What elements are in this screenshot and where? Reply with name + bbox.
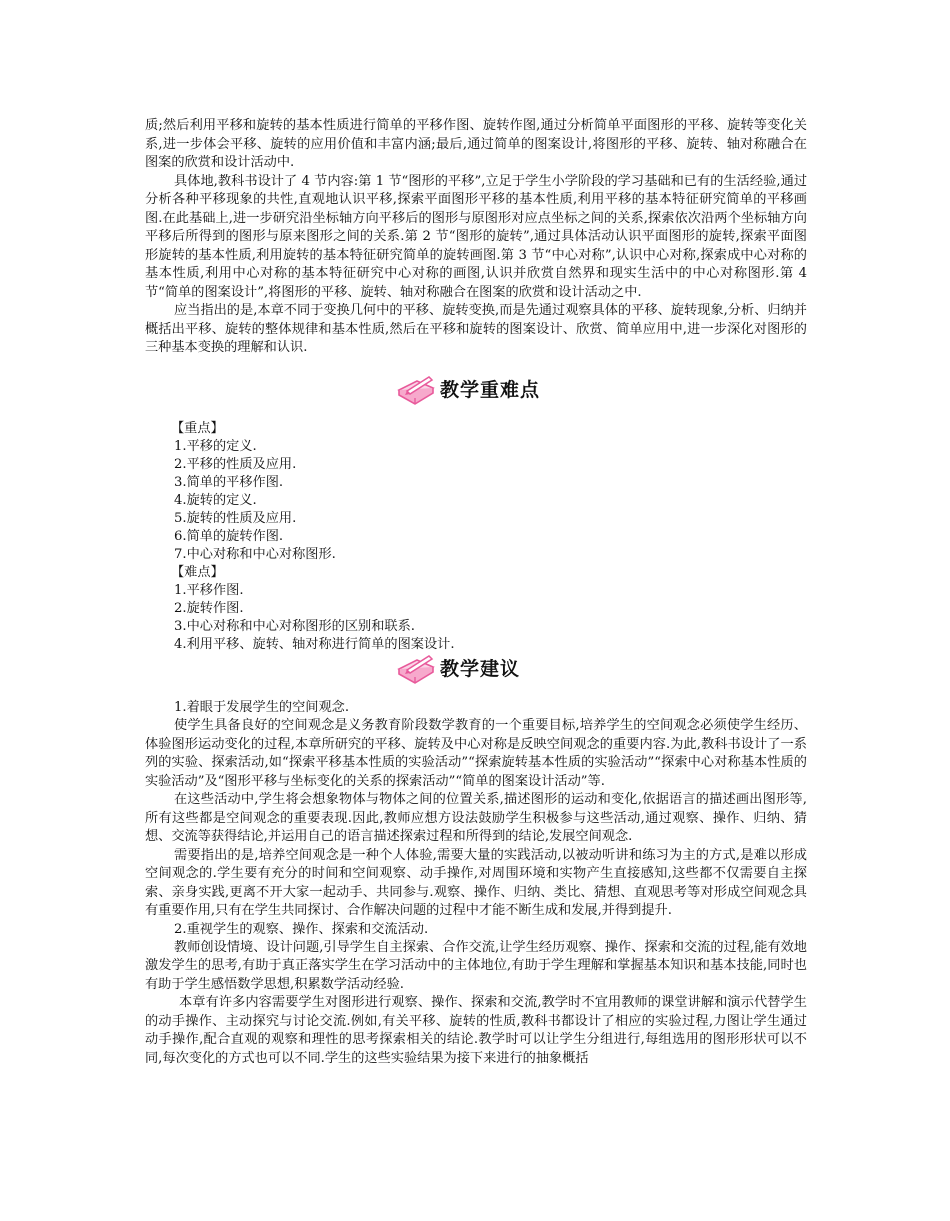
list-item: 1.平移的定义.	[174, 439, 257, 454]
intro-paragraph-3: 应当指出的是,本章不同于变换几何中的平移、旋转变换,而是先通过观察具体的平移、旋转现象,分析、归纳并概括出平移、旋转的整体规律和基本性质,然后在平移和旋转的图案设计、欣赏、简单应用中,进一步深化对图形的三种基本变换的理解和认识.	[145, 303, 807, 355]
paragraph: 在这些活动中,学生将会想象物体与物体之间的位置关系,描述图形的运动和变化,依据语言的描述画出图形等,所有这些都是空间观念的重要表现.因此,教师应想方设法鼓励学生积极参与这些活动,通过观察、操作、归纳、猜想、交流等获得结论,并运用自己的语言描述探索过程和所得到的结论,发展空间观念.	[145, 792, 807, 844]
subsection-heading-2: 2.重视学生的观察、操作、探索和交流活动.	[174, 921, 429, 937]
intro-paragraph-1: 质;然后利用平移和旋转的基本性质进行简单的平移作图、旋转作图,通过分析简单平面图形的平移、旋转等变化关系,进一步体会平移、旋转的应用价值和丰富内涵;最后,通过简单的图案设计,将图形的平移、旋转、轴对称融合在图案的欣赏和设计活动中.	[145, 118, 807, 170]
section-heading-key-points	[0, 373, 950, 409]
section-title-key-points: 教学重难点	[440, 379, 541, 401]
list-item: 4.利用平移、旋转、轴对称进行简单的图案设计.	[174, 637, 455, 652]
list-item: 6.简单的旋转作图.	[174, 529, 284, 544]
pencil-book-icon	[396, 373, 436, 407]
paragraph: 需要指出的是,培养空间观念是一种个人体验,需要大量的实践活动,以被动听讲和练习为主的方式,是难以形成空间观念的.学生要有充分的时间和空间观察、动手操作,对周围环境和实物产生直接感知,这些都不仅需要自主探索、亲身实践,更离不开大家一起动手、共同参与.观察、操作、归纳、类比、猜想、直观思考等对形成空间观念具有重要作用,只有在学生共同探讨、合作解决问题的过程中才能不断生成和发展,并得到提升.	[145, 847, 807, 918]
section-heading-teaching-suggestions	[0, 652, 950, 688]
paragraph: 本章有许多内容需要学生对图形进行观察、操作、探索和交流,教学时不宜用教师的课堂讲解和演示代替学生的动手操作、主动探究与讨论交流.例如,有关平移、旋转的性质,教科书都设计了相应的实验过程,力图让学生通过动手操作,配合直观的观察和理性的思考探索相关的结论.教学时可以让学生分组进行,每组选用的图形形状可以不同,每次变化的方式也可以不同.学生的这些实验结果为接下来进行的抽象概括	[145, 995, 807, 1066]
subsection-heading-1: 1.着眼于发展学生的空间观念.	[174, 700, 350, 715]
pencil-book-icon	[396, 652, 436, 686]
paragraph: 使学生具备良好的空间观念是义务教育阶段数学教育的一个重要目标,培养学生的空间观念必须使学生经历、体验图形运动变化的过程,本章所研究的平移、旋转及中心对称是反映空间观念的重要内容.为此,教科书设计了一系列的实验、探索活动,如“探索平移基本性质的实验活动”“探索旋转基本性质的实验活动”“探索中心对称基本性质的实验活动”及“图形平移与坐标变化的关系的探索活动”“简单的图案设计活动”等.	[145, 718, 807, 789]
list-item: 2.旋转作图.	[174, 601, 244, 616]
section-title-teaching-suggestions: 教学建议	[440, 658, 521, 680]
list-item: 2.平移的性质及应用.	[174, 457, 297, 472]
paragraph: 教师创设情境、设计问题,引导学生自主探索、合作交流,让学生经历观察、操作、探索和交流的过程,能有效地激发学生的思考,有助于真正落实学生在学习活动中的主体地位,有助于学生理解和掌握基本知识和基本技能,同时也有助于学生感悟数学思想,积累数学活动经验.	[145, 939, 807, 992]
list-item: 7.中心对称和中心对称图形.	[174, 547, 336, 562]
list-item: 5.旋转的性质及应用.	[174, 511, 297, 526]
teaching-suggestions-block	[145, 699, 807, 1068]
list-item: 1.平移作图.	[174, 583, 244, 598]
difficult-points-label: 【难点】	[171, 565, 224, 580]
key-points-block	[145, 420, 807, 654]
intro-block	[145, 117, 807, 358]
list-item: 3.简单的平移作图.	[174, 475, 284, 490]
list-item: 3.中心对称和中心对称图形的区别和联系.	[174, 619, 415, 634]
key-points-label: 【重点】	[171, 421, 224, 436]
list-item: 4.旋转的定义.	[174, 493, 257, 508]
intro-paragraph-2: 具体地,教科书设计了 4 节内容:第 1 节“图形的平移”,立足于学生小学阶段的学习基础和已有的生活经验,通过分析各种平移现象的共性,直观地认识平移,探索平面图形平移的基本性质,利用平移的基本特征研究简单的平移画图.在此基础上,进一步研究沿坐标轴方向平移后的图形与原图形对应点坐标之间的关系,探索依次沿两个坐标轴方向平移后所得到的图形与原来图形之间的关系.第 2 节“图形的旋转”,通过具体活动认识平面图形的旋转,探索平面图形旋转的基本性质,利用旋转的基本特征研究简单的旋转画图.第 3 节“中心对称”,认识中心对称,探索成中心对称的基本性质,利用中心对称的基本特征研究中心对称的画图,认识并欣赏自然界和现实生活中的中心对称图形.第 4 节“简单的图案设计”,将图形的平移、旋转、轴对称融合在图案的欣赏和设计活动之中.	[145, 173, 807, 300]
